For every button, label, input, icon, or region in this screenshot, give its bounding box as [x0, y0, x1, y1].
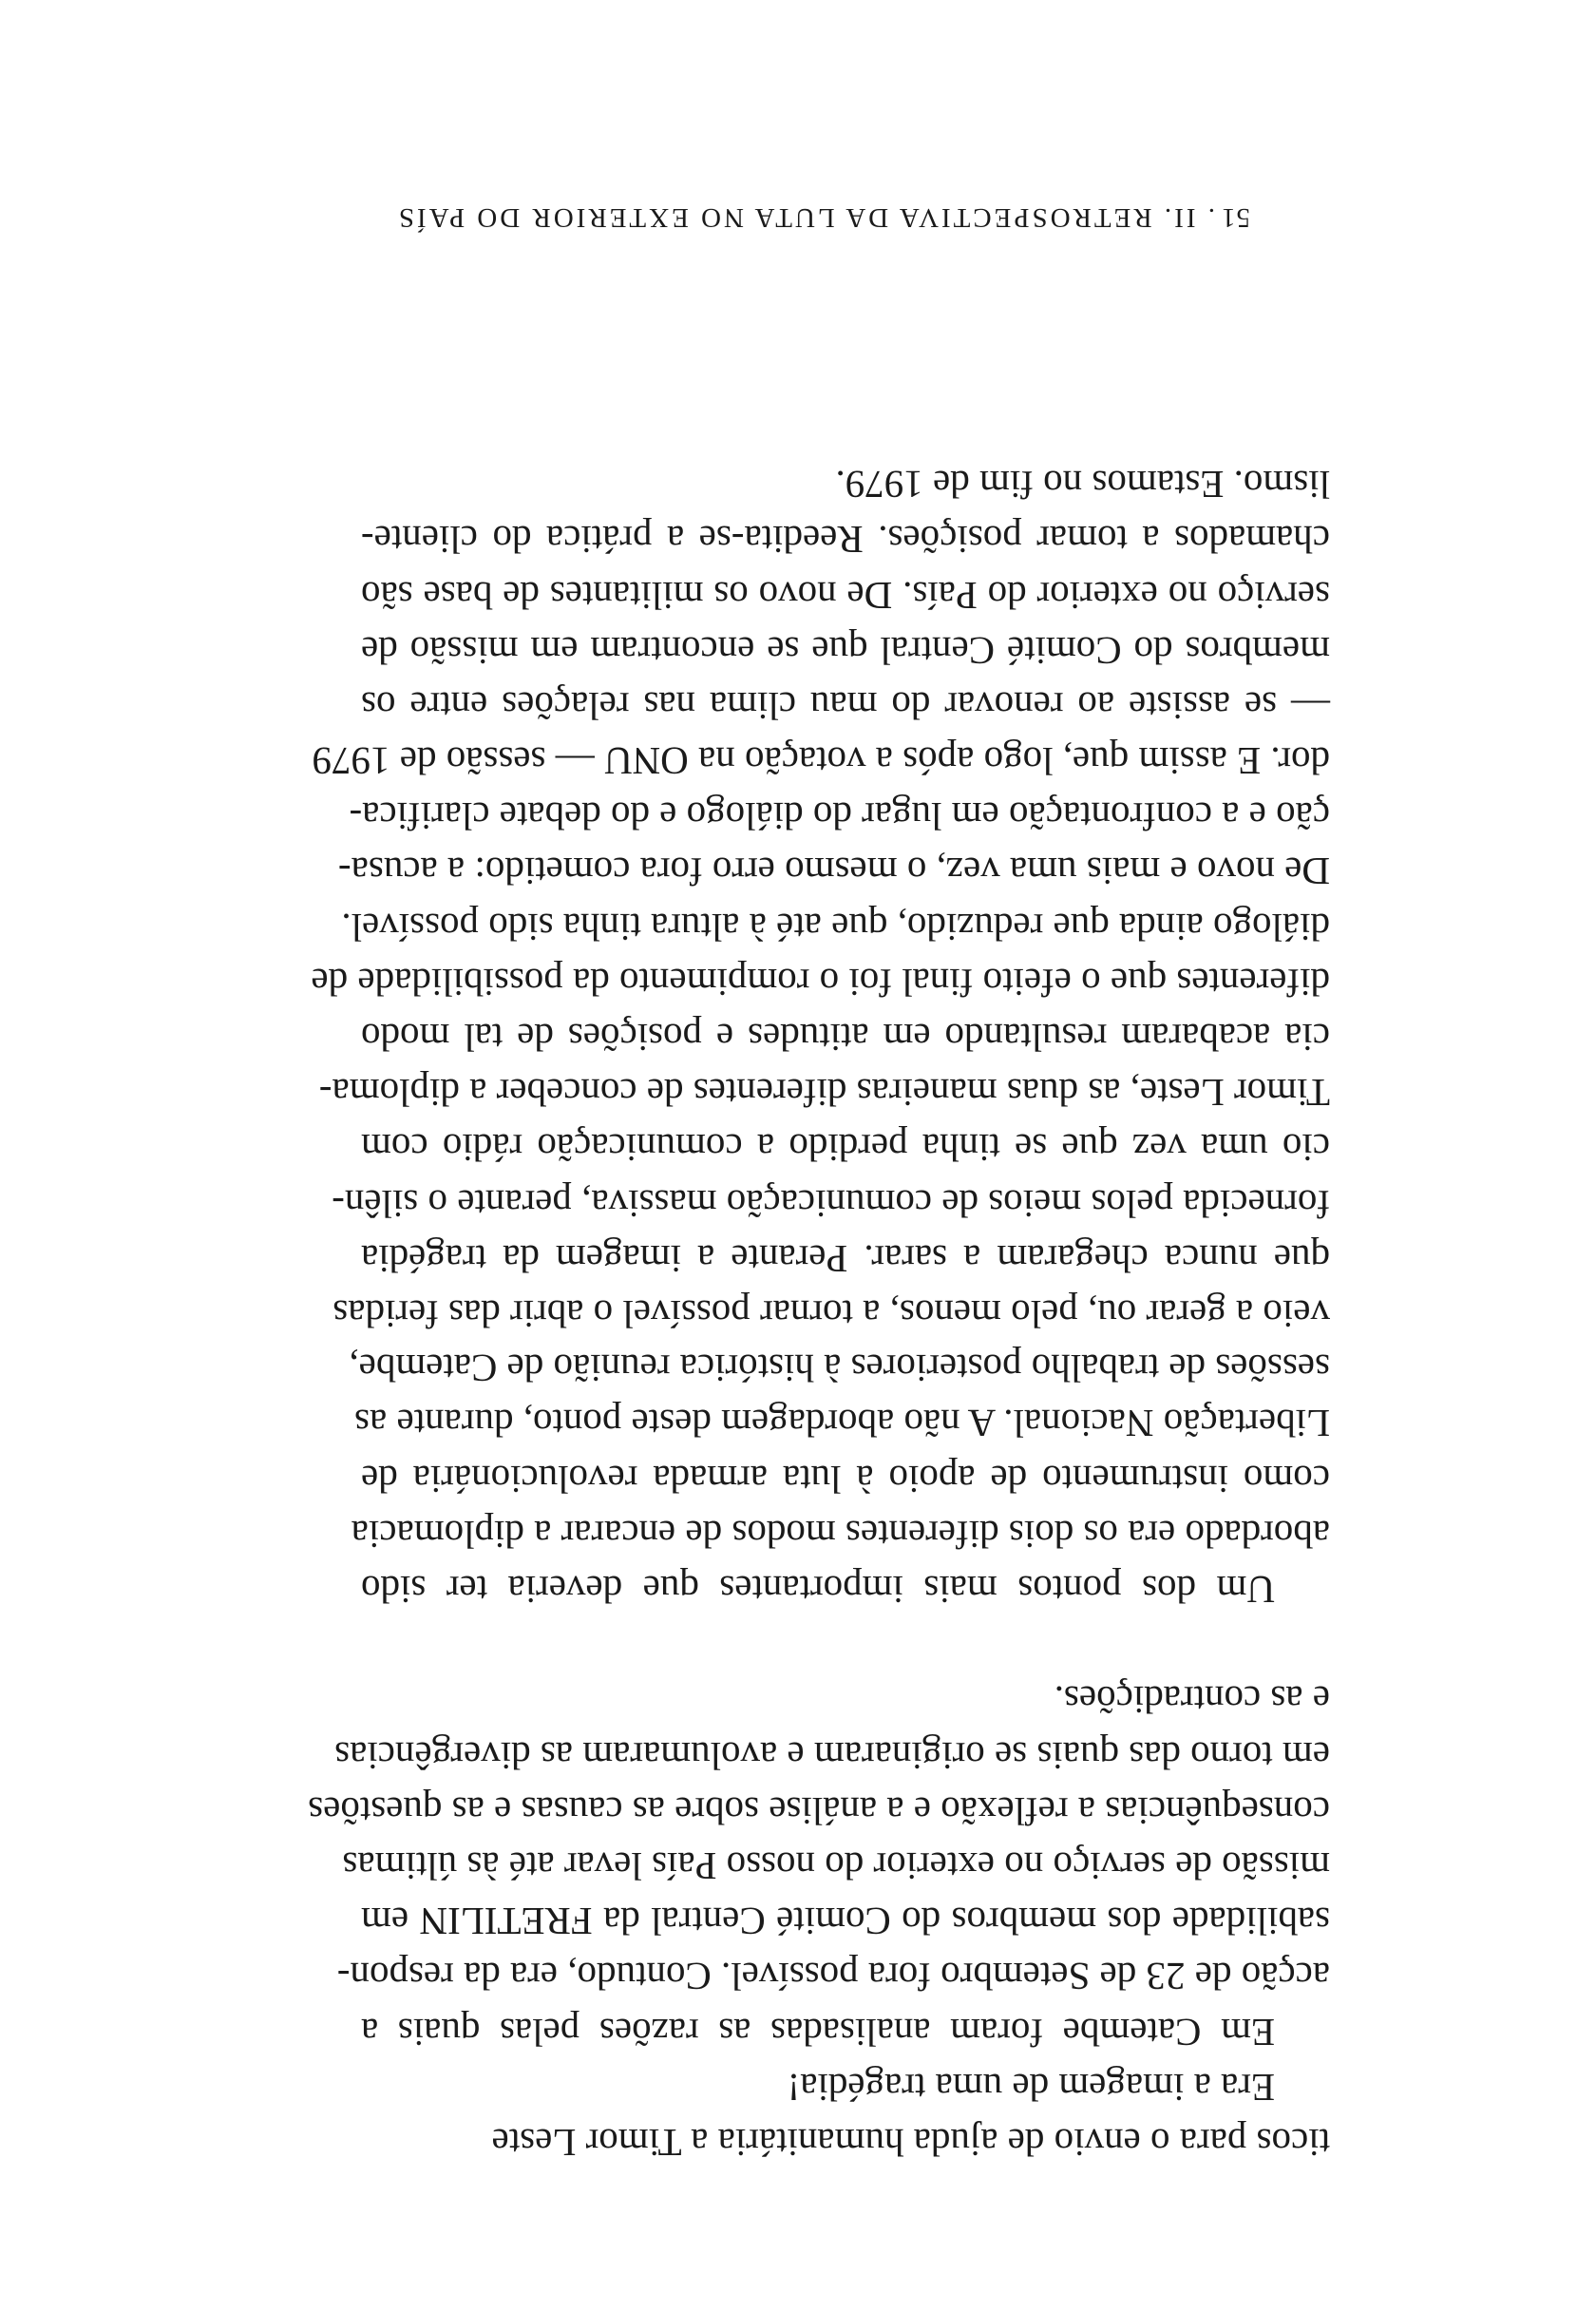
text-line: diálogo ainda que reduzido, que até à altura tinha sido possível. [341, 905, 1330, 949]
text-line: dor. E assim que, logo após a votação na ONU — sessão de 1979 [312, 739, 1330, 784]
text-line: veio a gerar ou, pelo menos, a tornar possível o abrir das feridas [332, 1292, 1330, 1336]
text-line: sessões de trabalho posteriores à histórica reunião de Catembe, [349, 1346, 1330, 1391]
text-line: cio uma vez que se tinha perdido a comunicação rádio com [361, 1126, 1330, 1171]
text-line: membros do Comité Central que se encontram em missão de [361, 628, 1330, 673]
text-block-bottom [311, 457, 1330, 1342]
text-line: que nunca chegaram a sarar. Perante a imagem da tragédia [361, 1236, 1330, 1281]
text-line: ção e a confrontação em lugar do diálogo e do debate clarifica- [349, 794, 1330, 839]
text-line: Libertação Nacional. A não abordagem deste ponto, durante as [354, 1402, 1330, 1446]
text-line: — se assiste ao renovar do mau clima nas relações entre os [361, 683, 1330, 728]
text-line: diferentes que o efeito final foi o rompimento da possibilidade de [311, 960, 1330, 1004]
text-block-middle [349, 1341, 1330, 1617]
text-line: Timor Leste, as duas maneiras diferentes de conceber a diploma- [318, 1071, 1330, 1116]
text-line: missão de serviço no exterior do nosso País levar até às últimas [342, 1844, 1330, 1889]
text-line: Em Catembe foram analisadas as razões pelas quais a [361, 2010, 1275, 2054]
text-line: serviço no exterior do País. De novo os militantes de base são [361, 573, 1330, 618]
text-line: sabilidade dos membros do Comité Central da FRETILIN em [361, 1900, 1330, 1944]
page-number: 51 [1221, 202, 1250, 233]
text-line: ticos para o envio de ajuda humanitária a Timor Leste [491, 2121, 1330, 2165]
page-number-separator: . [1195, 202, 1215, 233]
text-line: em torno das quais se originaram e avolumaram as divergências [334, 1733, 1330, 1778]
text-line: cia acabaram resultando em atitudes e posições de tal modo [361, 1016, 1330, 1060]
text-line: e as contradições. [1054, 1678, 1330, 1723]
text-line: abordado era os dois diferentes modos de encarar a diplomacia [351, 1512, 1330, 1557]
text-block-top [308, 1672, 1330, 2170]
text-line: fornecida pelos meios de comunicação massiva, perante o silên- [332, 1181, 1330, 1226]
text-line: acção de 23 de Setembro fora possível. Contudo, era da respon- [336, 1955, 1330, 1999]
text-line: lismo. Estamos no fim de 1979. [835, 463, 1330, 507]
text-line: chamados a tomar posições. Reedita-se a prática do cliente- [361, 518, 1330, 563]
text-line: consequências a reflexão e a análise sobre as causas e as questões [308, 1788, 1330, 1833]
text-line: como instrumento de apoio à luta armada revolucionária de [361, 1457, 1330, 1501]
chapter-title: II. RETROSPECTIVA DA LUTA NO EXTERIOR DO PAÍS [395, 202, 1196, 233]
running-head [357, 201, 1250, 233]
text-line: Era a imagem de uma tragédia! [787, 2065, 1275, 2110]
text-line: De novo e mais uma vez, o mesmo erro fora cometido: a acusa- [338, 850, 1330, 894]
text-line: Um dos pontos mais importantes que deveria ter sido [361, 1568, 1275, 1612]
